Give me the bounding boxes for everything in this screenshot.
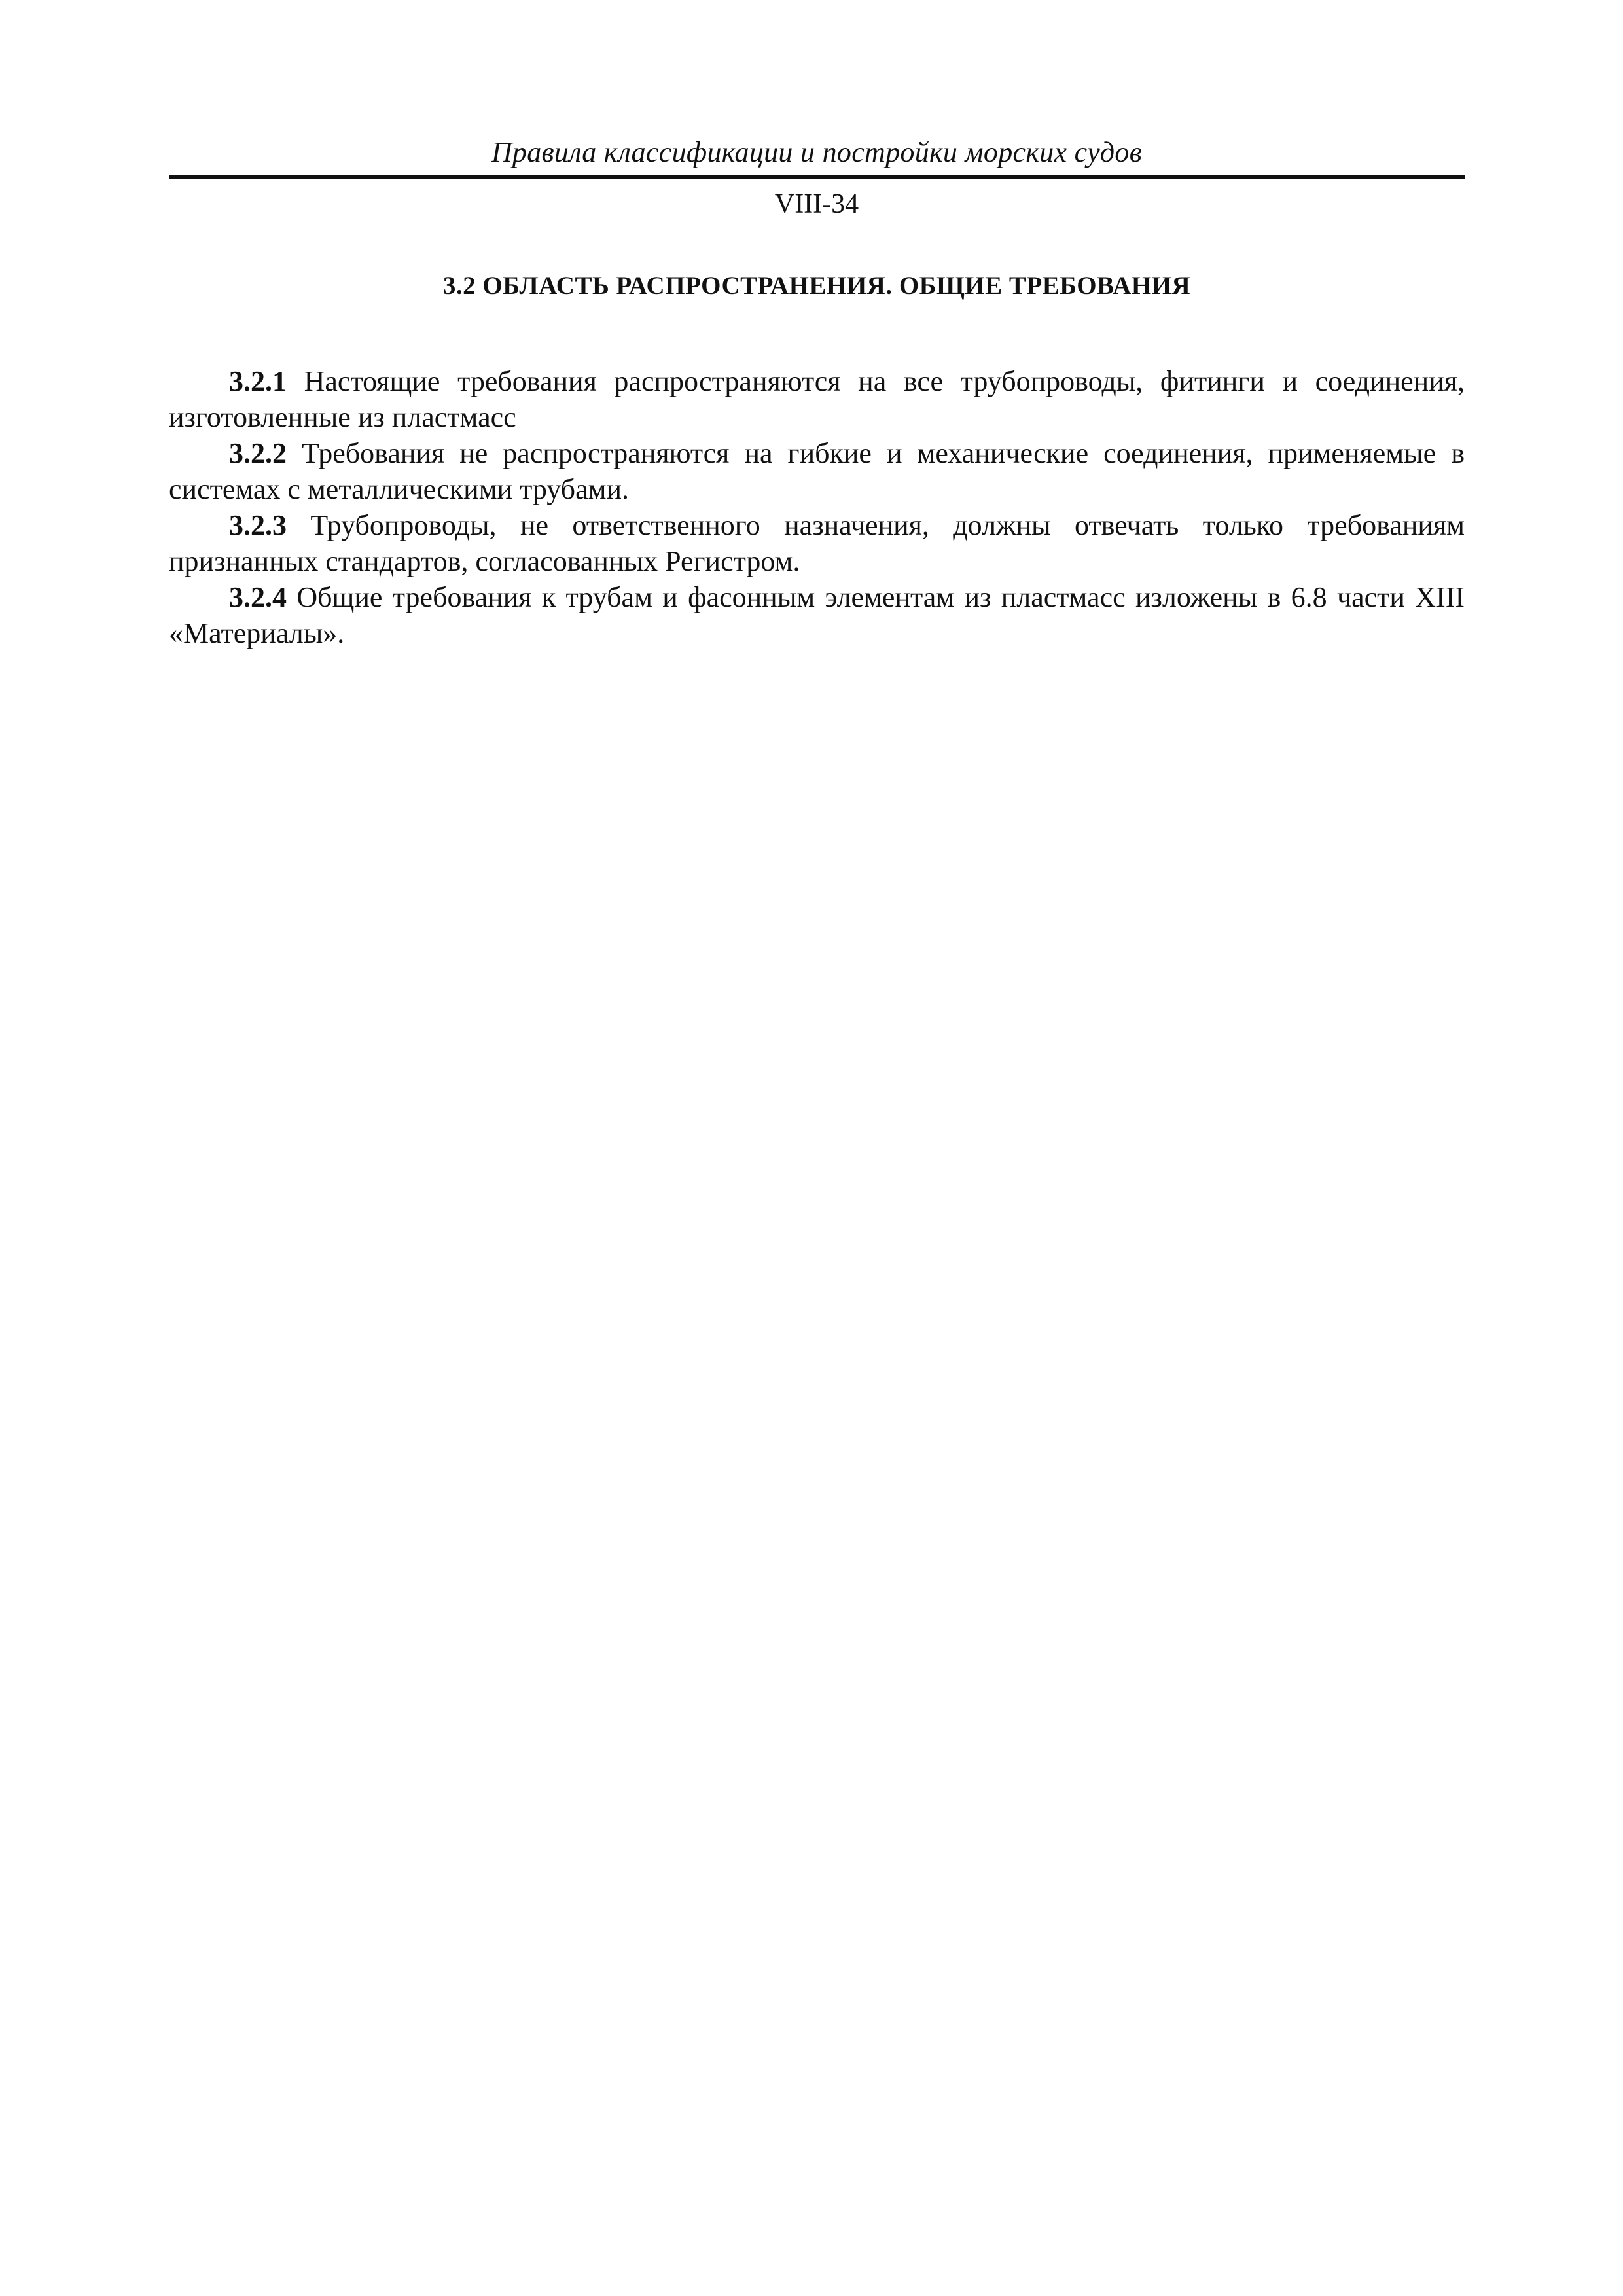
paragraph-number: 3.2.3 — [229, 509, 287, 541]
header-rule — [169, 175, 1465, 179]
paragraph-3-2-2 — [169, 435, 1465, 507]
paragraph-text: Трубопроводы, не ответственного назначения, должны отвечать только требованиям признанных стандартов, согласованных Регистром. — [169, 509, 1465, 577]
paragraph-3-2-1 — [169, 363, 1465, 435]
paragraph-number: 3.2.1 — [229, 365, 287, 397]
page-number: VIII-34 — [774, 189, 859, 219]
paragraph-text: Требования не распространяются на гибкие и механические соединения, применяемые в системах с металлическими трубами. — [169, 437, 1465, 505]
paragraph-number: 3.2.2 — [229, 437, 287, 469]
body-text — [169, 363, 1465, 651]
running-header: Правила классификации и постройки морских судов — [491, 136, 1143, 168]
paragraph-3-2-4 — [169, 579, 1465, 651]
paragraph-3-2-3 — [169, 507, 1465, 579]
paragraph-text: Общие требования к трубам и фасонным элементам из пластмасс изложены в 6.8 части XIII «Материалы». — [169, 581, 1465, 649]
section-heading: 3.2 ОБЛАСТЬ РАСПРОСТРАНЕНИЯ. ОБЩИЕ ТРЕБОВАНИЯ — [442, 272, 1191, 300]
paragraph-number: 3.2.4 — [229, 581, 287, 613]
paragraph-text: Настоящие требования распространяются на все трубопроводы, фитинги и соединения, изготовленные из пластмасс — [169, 365, 1465, 433]
